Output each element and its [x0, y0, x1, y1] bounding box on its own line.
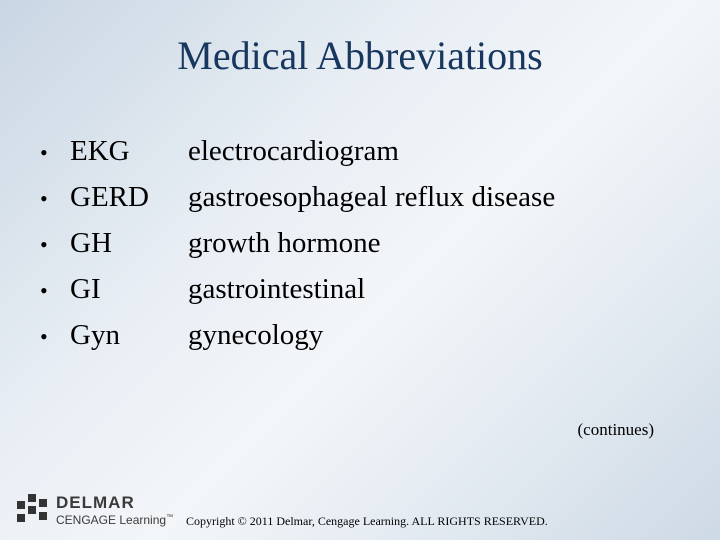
definition: gastrointestinal [188, 273, 366, 305]
list-item [40, 316, 555, 362]
definition: gynecology [188, 319, 324, 351]
footer [0, 484, 720, 540]
list-item [40, 224, 555, 270]
logo-bottom-text: CENGAGE Learning [56, 513, 167, 527]
abbreviation: Gyn [70, 319, 120, 351]
delmar-logo-icon [14, 492, 50, 528]
copyright-text: Copyright © 2011 Delmar, Cengage Learning. ALL RIGHTS RESERVED. [186, 514, 548, 528]
bullet-icon: • [40, 324, 48, 349]
list-item [40, 178, 555, 224]
bullet-icon: • [40, 232, 48, 257]
list-item [40, 270, 555, 316]
abbreviation: GI [70, 273, 101, 305]
trademark: ™ [166, 514, 174, 521]
logo-bottom [56, 514, 173, 526]
abbreviation: GERD [70, 181, 149, 213]
definition: electrocardiogram [188, 135, 399, 167]
list-item [40, 132, 555, 178]
bullet-icon: • [40, 186, 48, 211]
logo-text [56, 494, 173, 526]
definition: gastroesophageal reflux disease [188, 181, 556, 213]
publisher-logo [14, 492, 173, 528]
bullet-icon: • [40, 278, 48, 303]
abbreviation-list [40, 132, 555, 362]
abbreviation: EKG [70, 135, 130, 167]
slide-title: Medical Abbreviations [177, 33, 543, 78]
bullet-icon: • [40, 140, 48, 165]
definition: growth hormone [188, 227, 381, 259]
logo-top: DELMAR [56, 493, 135, 512]
abbreviation: GH [70, 227, 112, 259]
continues-note: (continues) [577, 420, 654, 439]
